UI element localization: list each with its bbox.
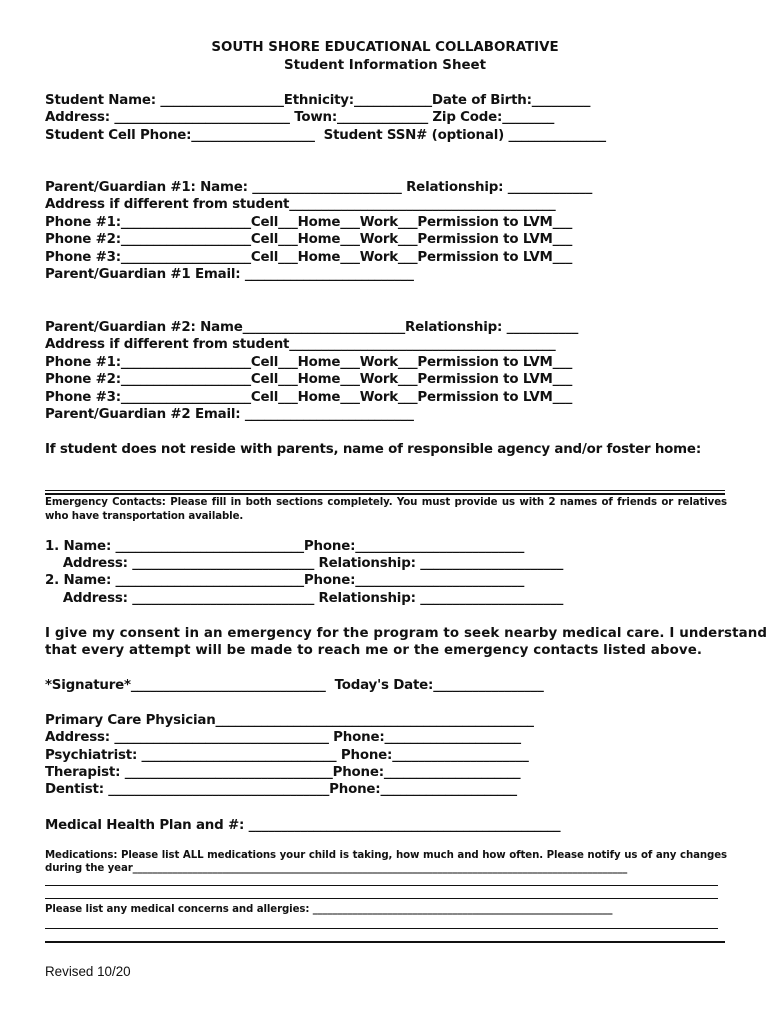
physician-address-line[interactable]: Address: _________________________________ Phone:_____________________ — [45, 730, 521, 745]
medications-prompt: Medications: Please list ALL medications your child is taking, how much and how often. Please notify us of any changes — [45, 850, 727, 861]
guardian2-phone2-line[interactable]: Phone #2:____________________Cell___Home___Work___Permission to LVM___ — [45, 372, 573, 387]
medications-extra-line2[interactable] — [45, 898, 718, 899]
student-address-line[interactable]: Address: ___________________________ Town:______________ Zip Code:________ — [45, 110, 555, 125]
revision-note: Revised 10/20 — [45, 964, 131, 979]
organization-name: SOUTH SHORE EDUCATIONAL COLLABORATIVE — [211, 40, 559, 55]
student-name-line[interactable]: Student Name: ___________________Ethnicity:____________Date of Birth:_________ — [45, 93, 591, 108]
agency-answer-line[interactable] — [45, 490, 725, 491]
guardian1-email-line[interactable]: Parent/Guardian #1 Email: __________________________ — [45, 267, 414, 282]
guardian2-phone3-line[interactable]: Phone #3:____________________Cell___Home___Work___Permission to LVM___ — [45, 390, 573, 405]
medications-line[interactable]: during the year___________________________________________________________________________________________________ — [45, 863, 628, 874]
contact2-address-line[interactable]: Address: ____________________________ Relationship: ______________________ — [45, 591, 564, 606]
signature-line[interactable]: *Signature*______________________________ Today's Date:_________________ — [45, 678, 544, 693]
contact2-name-line[interactable]: 2. Name: _____________________________Phone:__________________________ — [45, 573, 525, 588]
contact1-address-line[interactable]: Address: ____________________________ Relationship: ______________________ — [45, 556, 564, 571]
guardian2-address-line[interactable]: Address if different from student_________________________________________ — [45, 337, 556, 352]
emergency-instructions-line2: who have transportation available. — [45, 511, 244, 522]
guardian1-name-line[interactable]: Parent/Guardian #1: Name: _______________________ Relationship: _____________ — [45, 180, 593, 195]
guardian1-phone3-line[interactable]: Phone #3:____________________Cell___Home___Work___Permission to LVM___ — [45, 250, 573, 265]
page-title: Student Information Sheet — [283, 58, 487, 73]
guardian1-address-line[interactable]: Address if different from student_________________________________________ — [45, 197, 556, 212]
agency-prompt: If student does not reside with parents, name of responsible agency and/or foster home: — [45, 442, 701, 457]
consent-line1: I give my consent in an emergency for the program to seek nearby medical care. I understand — [45, 626, 768, 641]
primary-care-physician-line[interactable]: Primary Care Physician_________________________________________________ — [45, 713, 534, 728]
student-phone-line[interactable]: Student Cell Phone:___________________ Student SSN# (optional) _______________ — [45, 128, 606, 143]
medications-extra-line1[interactable] — [45, 885, 718, 886]
contact1-name-line[interactable]: 1. Name: _____________________________Phone:__________________________ — [45, 539, 525, 554]
section-divider — [45, 493, 725, 495]
emergency-instructions-line1: Emergency Contacts: Please fill in both sections completely. You must provide us with 2 names of friends or relatives — [45, 497, 727, 508]
health-plan-line[interactable]: Medical Health Plan and #: ________________________________________________ — [45, 818, 561, 833]
consent-line2: that every attempt will be made to reach me or the emergency contacts listed above. — [45, 643, 703, 658]
guardian2-phone1-line[interactable]: Phone #1:____________________Cell___Home___Work___Permission to LVM___ — [45, 355, 573, 370]
dentist-line[interactable]: Dentist: __________________________________Phone:_____________________ — [45, 782, 517, 797]
guardian1-phone2-line[interactable]: Phone #2:____________________Cell___Home___Work___Permission to LVM___ — [45, 232, 573, 247]
medical-concerns-line[interactable]: Please list any medical concerns and allergies: ____________________________________________________________ — [45, 904, 613, 915]
bottom-divider — [45, 941, 725, 943]
concerns-extra-line[interactable] — [45, 928, 718, 929]
therapist-line[interactable]: Therapist: ________________________________Phone:_____________________ — [45, 765, 521, 780]
psychiatrist-line[interactable]: Psychiatrist: ______________________________ Phone:_____________________ — [45, 748, 529, 763]
guardian2-email-line[interactable]: Parent/Guardian #2 Email: __________________________ — [45, 407, 414, 422]
guardian2-name-line[interactable]: Parent/Guardian #2: Name_________________________Relationship: ___________ — [45, 320, 579, 335]
guardian1-phone1-line[interactable]: Phone #1:____________________Cell___Home___Work___Permission to LVM___ — [45, 215, 573, 230]
